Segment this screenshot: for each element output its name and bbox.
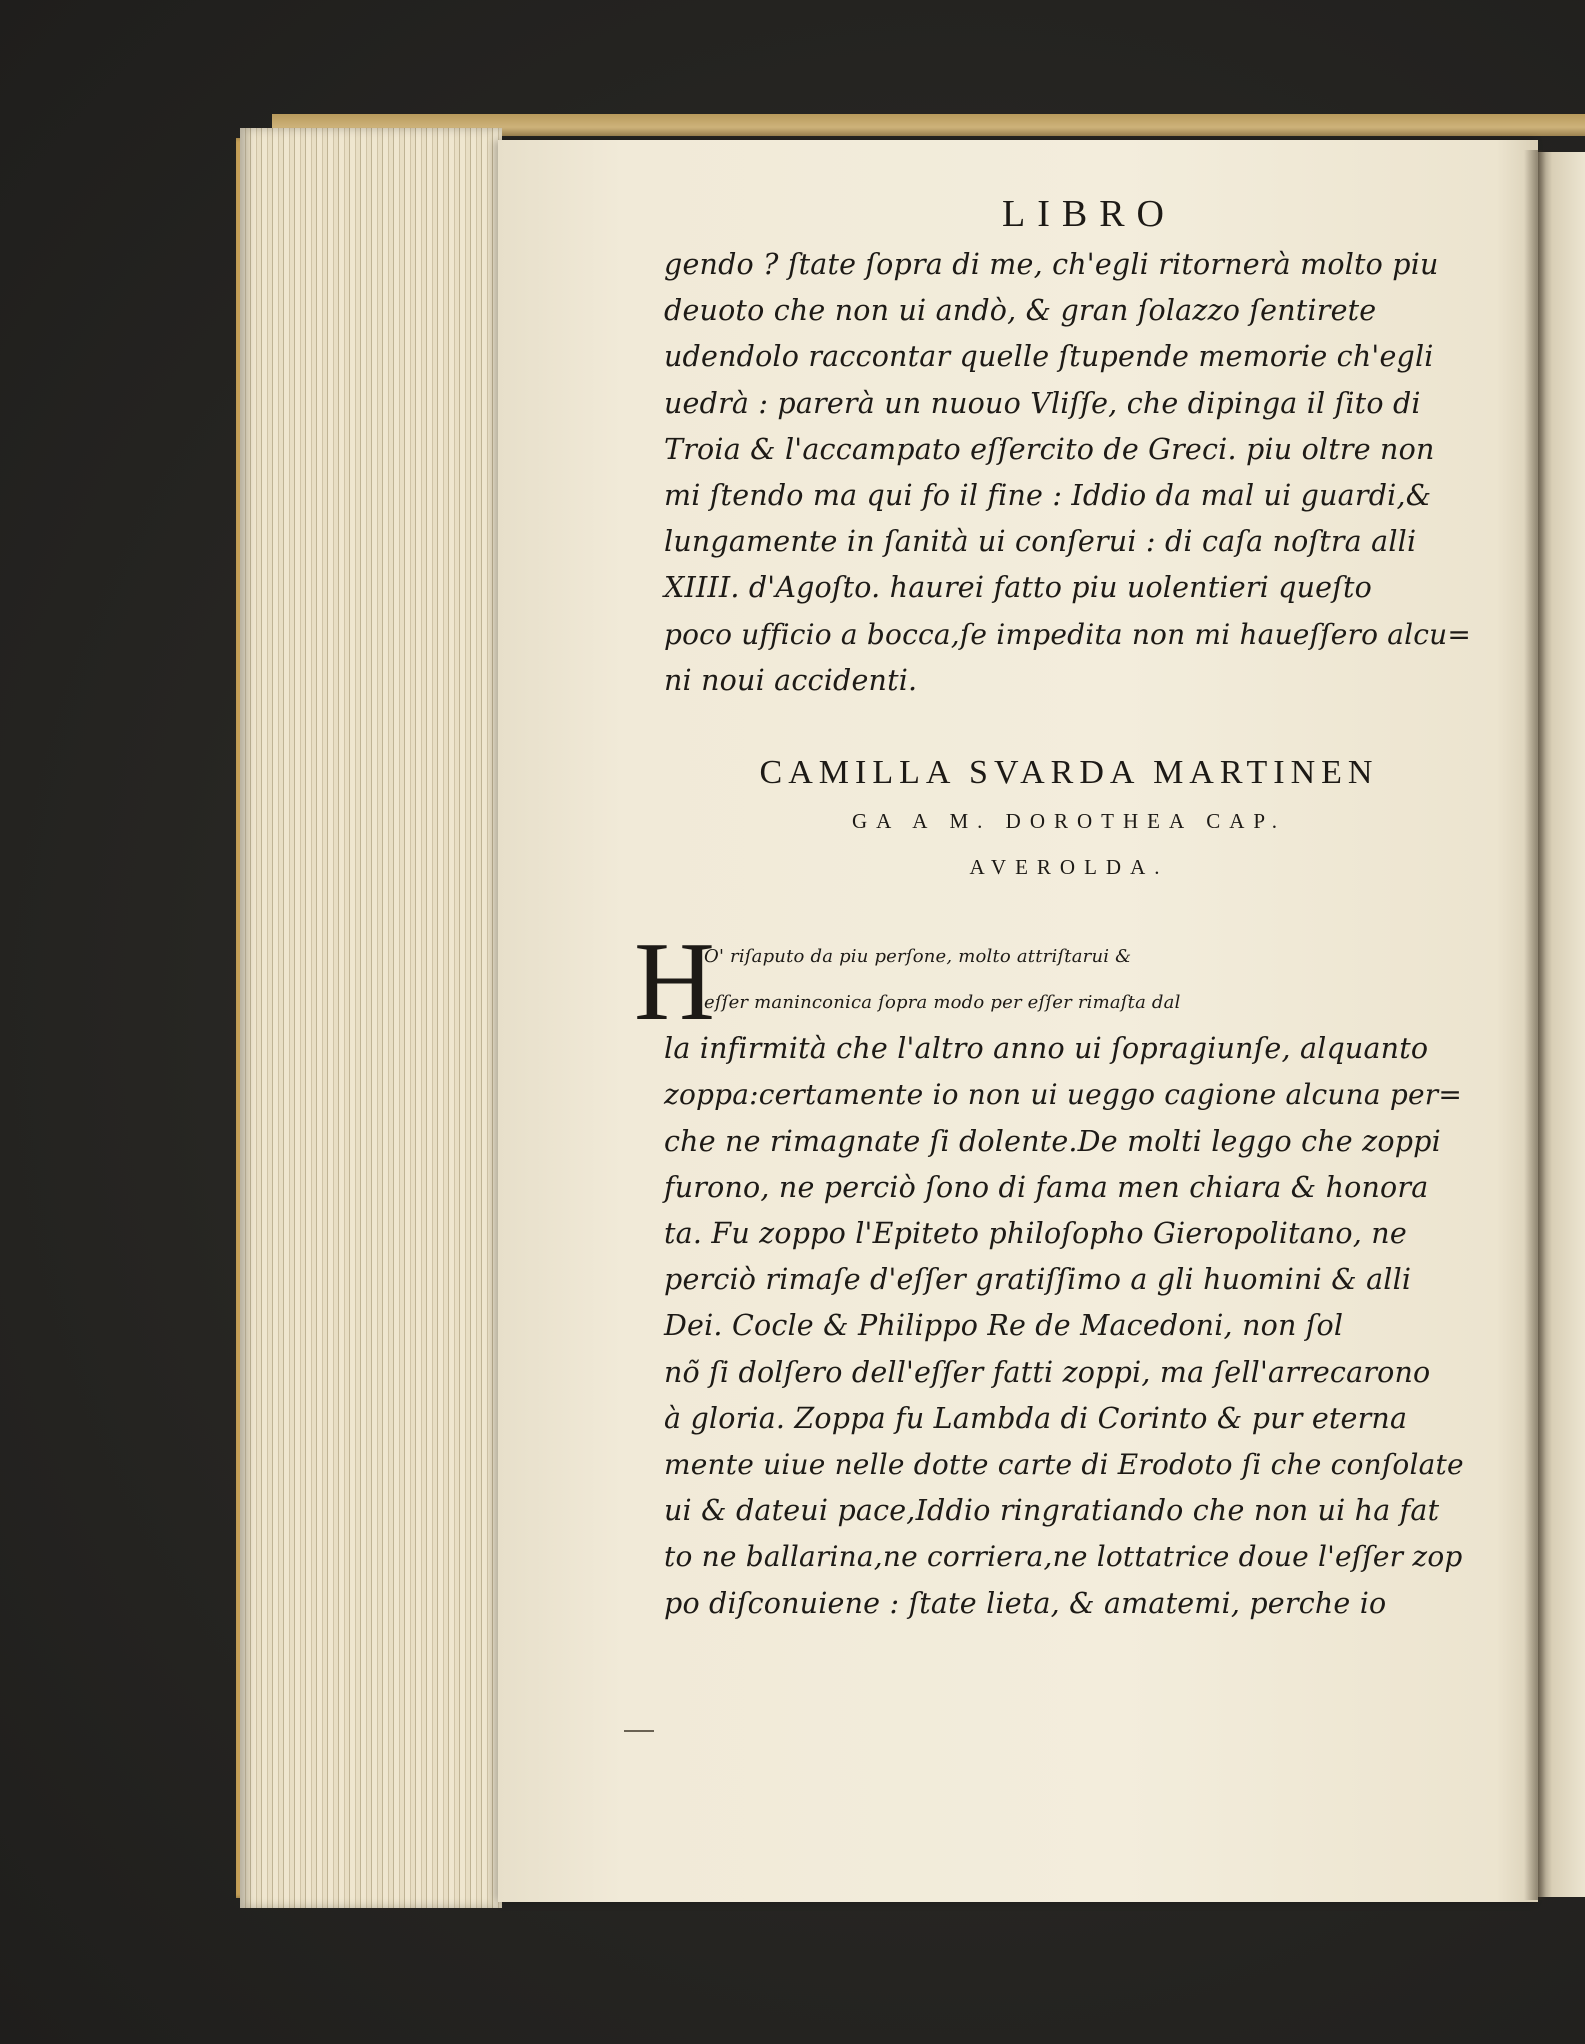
text-line: ni noui accidenti. <box>664 663 918 697</box>
text-line: eſſer maninconica ſopra modo per eſſer rimaſta dal <box>704 992 1181 1014</box>
text-line: lungamente in ſanità ui conſerui : di caſa noſtra alli <box>664 525 1417 559</box>
text-line: furono, ne perciò ſono di fama men chiara & honora <box>664 1170 1429 1204</box>
text-line: uedrà : parerà un nuouo Vliſſe, che dipinga il ſito di <box>664 386 1421 420</box>
letter-heading <box>664 748 1474 890</box>
text-line: po diſconuiene : ſtate lieta, & amatemi, perche io <box>664 1586 1387 1620</box>
text-line: O' riſaputo da piu perſone, molto attriſtarui & <box>704 945 1132 967</box>
text-line: Dei. Cocle & Philippo Re de Macedoni, non ſol <box>664 1309 1344 1343</box>
text-line: mi ſtendo ma qui fo il fine : Iddio da mal ui guardi,& <box>664 478 1432 512</box>
text-line: ui & dateui pace,Iddio ringratiando che non ui ha fat <box>664 1494 1440 1528</box>
letter-body <box>634 919 1474 1627</box>
letter-heading-line-2: GA A M. DOROTHEA CAP. <box>851 808 1287 833</box>
page-edges <box>240 128 502 1908</box>
text-line: nõ ſi dolſero dell'eſſer fatti zoppi, ma ſell'arrecarono <box>664 1355 1431 1389</box>
text-line: mente uiue nelle dotte carte di Erodoto ſi che conſolate <box>664 1447 1464 1481</box>
text-line: to ne ballarina,ne corriera,ne lottatrice doue l'eſſer zop <box>664 1540 1463 1574</box>
page-gutter-shadow <box>1524 150 1546 1900</box>
text-line: XIIII. d'Agoſto. haurei fatto piu uolentieri queſto <box>664 571 1372 605</box>
top-paragraph <box>664 242 1474 704</box>
text-line: gendo ? ſtate ſopra di me, ch'egli ritornerà molto piu <box>664 248 1439 281</box>
text-line: Troia & l'accampato eſſercito de Greci. piu oltre non <box>664 432 1435 466</box>
text-line: à gloria. Zoppa fu Lambda di Corinto & pur eterna <box>664 1401 1408 1435</box>
text-line: poco ufficio a bocca,ſe impedita non mi haueſſero alcu= <box>664 617 1472 651</box>
margin-mark <box>624 1730 654 1732</box>
page-text <box>634 186 1474 1627</box>
running-head: LIBRO <box>1002 193 1176 235</box>
letter-heading-line-1: CAMILLA SVARDA MARTINEN <box>759 753 1379 791</box>
letter-heading-line-3: AVEROLDA. <box>969 854 1169 879</box>
text-line: ta. Fu zoppo l'Epiteto philoſopho Gieropolitano, ne <box>664 1217 1407 1250</box>
drop-cap: H <box>634 919 715 1044</box>
text-line: udendolo raccontar quelle ſtupende memorie ch'egli <box>664 340 1434 374</box>
text-line: che ne rimagnate ſi dolente.De molti leggo che zoppi <box>664 1124 1441 1158</box>
text-line: deuoto che non ui andò, & gran ſolazzo ſentirete <box>664 294 1377 328</box>
text-line: zoppa:certamente io non ui ueggo cagione alcuna per= <box>664 1078 1463 1112</box>
text-line: perciò rimaſe d'eſſer gratiſſimo a gli huomini & alli <box>664 1263 1412 1297</box>
text-line: la infirmità che l'altro anno ui ſopragiunſe, alquanto <box>664 1032 1429 1066</box>
